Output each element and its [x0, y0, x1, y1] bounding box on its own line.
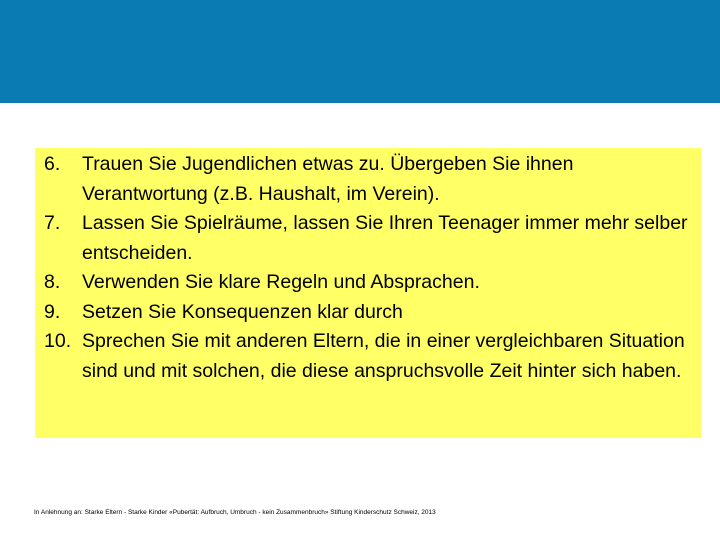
item-text: Lassen Sie Spielräume, lassen Sie Ihren Teenager immer mehr selber entscheiden. [82, 212, 688, 264]
item-text: Setzen Sie Konsequenzen klar durch [82, 300, 403, 323]
header-band [0, 0, 720, 103]
item-number: 10. [44, 330, 72, 352]
list-item [44, 209, 694, 268]
item-number: 9. [44, 300, 61, 323]
list-item [44, 268, 694, 298]
item-number: 6. [44, 153, 61, 175]
list-item [44, 327, 694, 386]
tips-list [44, 150, 694, 386]
item-number: 8. [44, 271, 61, 293]
source-footnote: In Anlehnung an: Starke Eltern - Starke Kinder «Pubertät: Aufbruch, Umbruch - kein Zusammenbruch» Stiftung Kinderschutz Schweiz, 2013 [34, 509, 436, 516]
item-text: Verwenden Sie klare Regeln und Absprachen. [82, 271, 480, 293]
item-text: Trauen Sie Jugendlichen etwas zu. Übergeben Sie ihnen Verantwortung (z.B. Haushalt, im Verein). [82, 153, 574, 205]
item-number: 7. [44, 212, 61, 234]
list-item [44, 298, 694, 328]
list-item [44, 150, 694, 209]
item-text: Sprechen Sie mit anderen Eltern, die in einer vergleichbaren Situation sind und mit solchen, die diese anspruchsvolle Zeit hinter sich haben. [82, 330, 685, 382]
